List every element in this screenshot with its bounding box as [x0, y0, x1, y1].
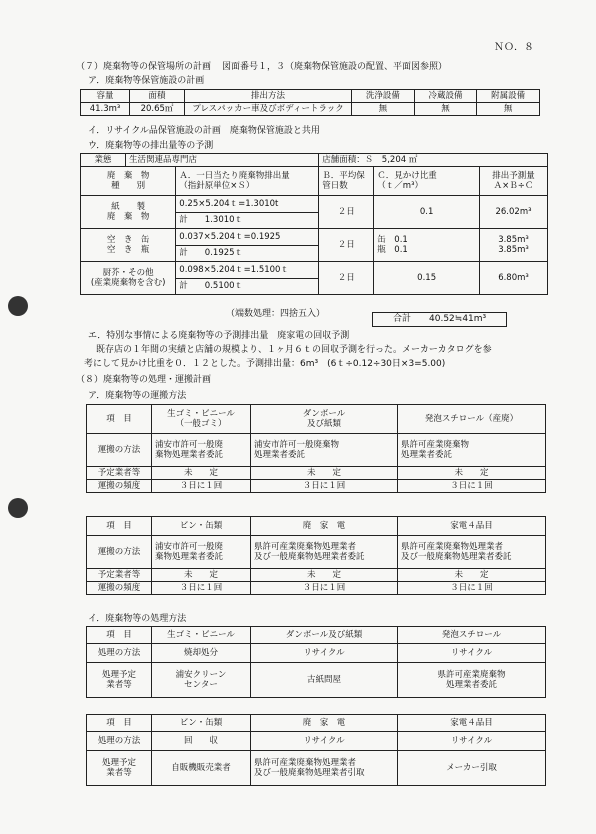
table-cell: 未 定 [152, 467, 251, 480]
treatment-table-2 [86, 714, 546, 786]
table-header-cell: 廃 棄 物 種 別 [81, 167, 176, 196]
table-row [87, 536, 546, 569]
transport-table-2 [86, 516, 546, 595]
table-row [87, 644, 546, 663]
table-cell: 20.65㎡ [130, 103, 185, 116]
table-cell: 未 定 [398, 569, 546, 582]
table-cell: 計 0.5100ｔ [176, 278, 319, 295]
table-cell: プレスパッカー車及びボディートラック [185, 103, 352, 116]
table-cell: 0.25×5.204ｔ=1.3010t [176, 196, 319, 213]
table-cell: ３日に１回 [251, 582, 398, 595]
table-cell: 0.1 [374, 196, 480, 229]
table-header-cell: 廃 家 電 [251, 517, 398, 536]
table-cell: 予定業者等 [87, 569, 152, 582]
table-cell: 6.80m³ [480, 262, 548, 295]
table-cell: 古紙問屋 [251, 663, 398, 698]
table-header-row [87, 517, 546, 536]
table-cell: 運搬の頻度 [87, 480, 152, 493]
table-cell: リサイクル [398, 732, 546, 751]
discharge-forecast-title: ウ．廃棄物等の排出量等の予測 [88, 141, 214, 151]
table-cell: リサイクル [251, 732, 398, 751]
table-row [81, 196, 548, 213]
table-cell: 26.02m³ [480, 196, 548, 229]
table-cell: 処理予定 業者等 [87, 663, 152, 698]
sector-row [81, 154, 548, 167]
table-cell: ２日 [319, 262, 374, 295]
table-cell: リサイクル [251, 644, 398, 663]
table-header-cell: Ｂ．平均保 管日数 [319, 167, 374, 196]
table-cell: 未 定 [251, 467, 398, 480]
figure-reference: 図面番号１，３（廃棄物保管施設の配置、平面図参照） [222, 62, 448, 72]
table-row [87, 434, 546, 467]
section-7-title: （７）廃棄物等の保管場所の計画 [76, 62, 212, 72]
special-case-title: エ．特別な事情による廃棄物等の予測排出量 廃家電の回収予測 [88, 331, 350, 341]
table-header-cell: Ａ．一日当たり廃棄物排出量 （指針原単位×Ｓ） [176, 167, 319, 196]
table-row [87, 569, 546, 582]
table-header-cell: 家電４品目 [398, 715, 546, 732]
treatment-method-title: イ．廃棄物等の処理方法 [88, 614, 187, 624]
table-header-row [81, 90, 540, 103]
table-cell: 県許可産業廃棄物処理業者 及び一般廃棄物処理業者委託 [251, 536, 398, 569]
storage-facility-table [80, 89, 540, 116]
table-row [87, 467, 546, 480]
table-cell: 運搬の方法 [87, 536, 152, 569]
table-cell: リサイクル [398, 644, 546, 663]
table-cell: 浦安市許可一般廃棄物 処理業者委託 [251, 434, 398, 467]
table-cell: 0.037×5.204ｔ=0.1925 [176, 229, 319, 246]
table-row [81, 229, 548, 246]
table-cell: 無 [352, 103, 415, 116]
transport-table-1 [86, 404, 546, 493]
table-row [81, 103, 540, 116]
table-cell: 処理予定 業者等 [87, 751, 152, 786]
table-header-cell: ビン・缶類 [152, 517, 251, 536]
table-cell: ２日 [319, 196, 374, 229]
table-cell: 運搬の頻度 [87, 582, 152, 595]
table-header-cell: 冷蔵設備 [414, 90, 477, 103]
table-header-cell: 家電４品目 [398, 517, 546, 536]
table-cell: ３日に１回 [398, 480, 546, 493]
table-header-cell: Ｃ．見かけ比重 （ｔ／m³） [374, 167, 480, 196]
table-header-cell: ダンボール 及び紙類 [251, 405, 398, 434]
special-case-text-2: 考にして見かけ比重を０．１２とした。予測排出量：6m³ (6ｔ÷0.12÷30日×3=5.00) [84, 359, 446, 369]
table-header-cell: 生ゴミ・ビニール [152, 627, 251, 644]
transport-method-title: ア．廃棄物等の運搬方法 [88, 391, 187, 401]
table-header-cell: 排出方法 [185, 90, 352, 103]
table-header-row [81, 167, 548, 196]
table-header-cell: ダンボール及び紙類 [251, 627, 398, 644]
table-cell: 計 0.1925ｔ [176, 245, 319, 262]
table-cell: 0.098×5.204ｔ=1.5100ｔ [176, 262, 319, 279]
treatment-table-1 [86, 626, 546, 698]
table-cell: 3.85m³ 3.85m³ [480, 229, 548, 262]
table-cell: 県許可産業廃棄物処理業者 及び一般廃棄物処理業者引取 [251, 751, 398, 786]
table-header-cell: 附属設備 [477, 90, 540, 103]
table-cell: 未 定 [398, 467, 546, 480]
table-header-cell: 項 目 [87, 627, 152, 644]
table-header-cell: ビン・缶類 [152, 715, 251, 732]
table-row [87, 663, 546, 698]
table-header-cell: 項 目 [87, 517, 152, 536]
punch-hole [8, 498, 28, 518]
table-cell: 0.15 [374, 262, 480, 295]
table-cell: 未 定 [251, 569, 398, 582]
table-cell: 計 1.3010ｔ [176, 212, 319, 229]
table-cell: メーカー引取 [398, 751, 546, 786]
table-cell: 処理の方法 [87, 644, 152, 663]
table-header-cell: 容量 [81, 90, 130, 103]
table-cell: 県許可産業廃棄物処理業者 及び一般廃棄物処理業者委託 [398, 536, 546, 569]
table-cell: 無 [477, 103, 540, 116]
table-cell: 浦安クリーン センター [152, 663, 251, 698]
table-header-cell: 排出予測量 Ａ×Ｂ÷Ｃ [480, 167, 548, 196]
table-header-cell: 洗浄設備 [352, 90, 415, 103]
table-cell: 缶 0.1 瓶 0.1 [374, 229, 480, 262]
sector-label: 業態 [81, 154, 126, 167]
table-header-row [87, 715, 546, 732]
table-cell: 無 [414, 103, 477, 116]
table-cell: ２日 [319, 229, 374, 262]
table-header-cell: 項 目 [87, 715, 152, 732]
special-case-text-1: 既存店の１年間の実績と店舗の規模より、１ヶ月６ｔの回収予測を行った。メーカーカタログを参 [96, 345, 492, 355]
section-8-title: （８）廃棄物等の処理・運搬計画 [76, 375, 212, 385]
discharge-forecast-table [80, 153, 548, 295]
table-header-cell: 生ゴミ・ビニール （一般ゴミ） [152, 405, 251, 434]
table-row [81, 262, 548, 279]
table-cell: 県許可産業廃棄物 処理業者委託 [398, 434, 546, 467]
table-cell: ３日に１回 [152, 582, 251, 595]
total-box: 合計 40.52≒41m³ [372, 312, 507, 327]
table-cell: 未 定 [152, 569, 251, 582]
page-number: ＮＯ．８ [494, 42, 534, 53]
table-header-cell: 廃 家 電 [251, 715, 398, 732]
table-cell: 41.3m³ [81, 103, 130, 116]
table-cell: 処理の方法 [87, 732, 152, 751]
store-area: 店舗面積：Ｓ 5,204 ㎡ [319, 154, 548, 167]
table-cell: 県許可産業廃棄物 処理業者委託 [398, 663, 546, 698]
table-cell: 焼却処分 [152, 644, 251, 663]
table-header-row [87, 627, 546, 644]
table-row [87, 732, 546, 751]
punch-hole [8, 296, 28, 316]
table-cell: 運搬の方法 [87, 434, 152, 467]
table-header-row [87, 405, 546, 434]
table-row [87, 582, 546, 595]
table-cell: 浦安市許可一般廃 棄物処理業者委託 [152, 536, 251, 569]
table-header-cell: 発泡スチロール [398, 627, 546, 644]
table-row [87, 751, 546, 786]
table-cell: 予定業者等 [87, 467, 152, 480]
table-cell: 空 き 缶 空 き 瓶 [81, 229, 176, 262]
table-header-cell: 項 目 [87, 405, 152, 434]
table-cell: 浦安市許可一般廃 棄物処理業者委託 [152, 434, 251, 467]
storage-facility-title: ア．廃棄物等保管施設の計画 [88, 76, 205, 86]
rounding-note: （端数処理：四捨五入） [226, 309, 326, 319]
table-header-cell: 面積 [130, 90, 185, 103]
recycle-facility-line: イ．リサイクル品保管施設の計画 廃棄物保管施設と共用 [88, 126, 320, 136]
table-header-cell: 発泡スチロール（産廃） [398, 405, 546, 434]
table-cell: 自販機販売業者 [152, 751, 251, 786]
sector-value: 生活関連品専門店 [126, 154, 319, 167]
table-cell: ３日に１回 [398, 582, 546, 595]
table-cell: 紙 製 廃 棄 物 [81, 196, 176, 229]
table-cell: ３日に１回 [251, 480, 398, 493]
table-cell: ３日に１回 [152, 480, 251, 493]
table-row [87, 480, 546, 493]
table-cell: 厨芥・その他 (産業廃棄物を含む) [81, 262, 176, 295]
table-cell: 回 収 [152, 732, 251, 751]
